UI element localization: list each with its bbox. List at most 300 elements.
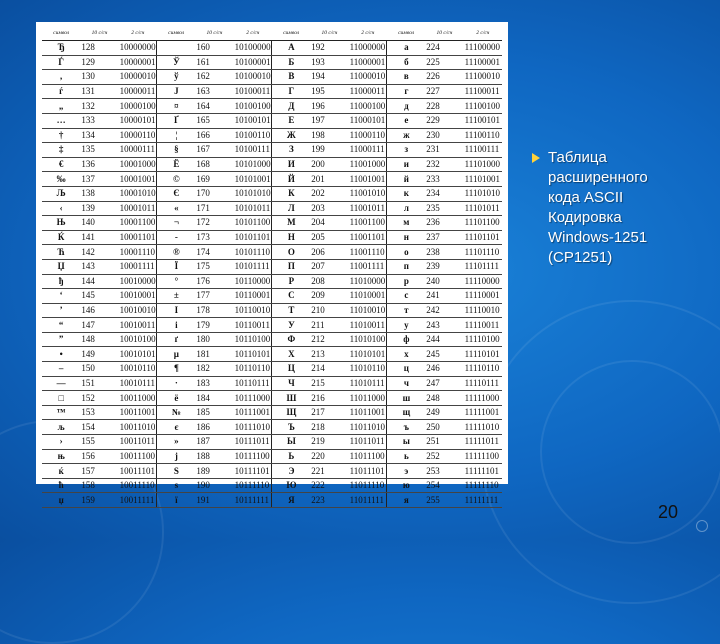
binary-cell: 10000110 [119,128,157,143]
char-cell: Ј [157,84,195,99]
binary-cell: 11001100 [349,216,387,231]
decimal-cell: 212 [310,332,348,347]
char-cell: ъ [387,420,425,435]
decimal-cell: 215 [310,376,348,391]
char-cell: - [157,230,195,245]
decimal-cell: 151 [80,376,118,391]
table-row [42,362,502,377]
binary-cell: 10101001 [234,172,272,187]
char-cell: У [272,318,310,333]
char-cell: ј [157,449,195,464]
char-cell: ¶ [157,362,195,377]
binary-cell: 10010101 [119,347,157,362]
binary-cell: 11100010 [464,70,502,85]
decimal-cell: 137 [80,172,118,187]
char-cell: Ё [157,157,195,172]
decimal-cell: 187 [195,435,233,450]
binary-cell: 11011110 [349,478,387,493]
decimal-cell: 211 [310,318,348,333]
decimal-cell: 161 [195,55,233,70]
char-cell: Ь [272,449,310,464]
decimal-cell: 226 [425,70,463,85]
binary-cell: 11100101 [464,113,502,128]
table-row [42,478,502,493]
decimal-cell: 192 [310,41,348,56]
decimal-cell: 168 [195,157,233,172]
binary-cell: 10010001 [119,289,157,304]
char-cell: д [387,99,425,114]
binary-cell: 11101111 [464,259,502,274]
column-header: символ [272,26,310,41]
column-header: символ [157,26,195,41]
char-cell: Є [157,186,195,201]
char-cell: а [387,41,425,56]
binary-cell: 11010001 [349,289,387,304]
decimal-cell: 255 [425,493,463,508]
arrow-bullet-icon [532,153,540,163]
decimal-cell: 221 [310,464,348,479]
decimal-cell: 194 [310,70,348,85]
char-cell: Х [272,347,310,362]
binary-cell: 11011111 [349,493,387,508]
binary-cell: 11011000 [349,391,387,406]
char-cell: љ [42,420,80,435]
char-cell: Ф [272,332,310,347]
char-cell: н [387,230,425,245]
decimal-cell: 135 [80,143,118,158]
binary-cell: 11001001 [349,172,387,187]
bullet-line: кода ASCII [548,189,624,206]
char-cell: Л [272,201,310,216]
table-row [42,245,502,260]
binary-cell: 11110100 [464,332,502,347]
decimal-cell: 197 [310,113,348,128]
decimal-cell: 158 [80,478,118,493]
char-cell: Ћ [42,245,80,260]
decimal-cell: 245 [425,347,463,362]
table-row [42,449,502,464]
binary-cell: 10011111 [119,493,157,508]
binary-cell: 10001100 [119,216,157,231]
char-cell: І [157,303,195,318]
decimal-cell: 247 [425,376,463,391]
char-cell: “ [42,318,80,333]
char-cell: з [387,143,425,158]
decimal-cell: 134 [80,128,118,143]
binary-cell: 11110101 [464,347,502,362]
table-row [42,55,502,70]
table-row [42,405,502,420]
decimal-cell: 203 [310,201,348,216]
ascii-table [42,26,502,508]
char-cell: № [157,405,195,420]
decimal-cell: 195 [310,84,348,99]
binary-cell: 10011100 [119,449,157,464]
decimal-cell: 241 [425,289,463,304]
char-cell: « [157,201,195,216]
char-cell: Д [272,99,310,114]
binary-cell: 11111010 [464,420,502,435]
binary-cell: 11001000 [349,157,387,172]
binary-cell: 10010011 [119,318,157,333]
decimal-cell: 146 [80,303,118,318]
binary-cell: 11000101 [349,113,387,128]
binary-cell: 10111010 [234,420,272,435]
decimal-cell: 147 [80,318,118,333]
table-row [42,201,502,216]
binary-cell: 11101011 [464,201,502,216]
char-cell: Ю [272,478,310,493]
binary-cell: 11010110 [349,362,387,377]
char-cell: ‹ [42,201,80,216]
decimal-cell: 156 [80,449,118,464]
column-header: символ [42,26,80,41]
char-cell: ш [387,391,425,406]
char-cell: ё [157,391,195,406]
decimal-cell: 132 [80,99,118,114]
table-row [42,113,502,128]
char-cell: ‰ [42,172,80,187]
char-cell: Щ [272,405,310,420]
binary-cell: 10000001 [119,55,157,70]
char-cell: µ [157,347,195,362]
decimal-cell: 170 [195,186,233,201]
binary-cell: 10110100 [234,332,272,347]
decimal-cell: 207 [310,259,348,274]
char-cell: є [157,420,195,435]
binary-cell: 11000111 [349,143,387,158]
binary-cell: 11110000 [464,274,502,289]
decimal-cell: 230 [425,128,463,143]
char-cell: й [387,172,425,187]
table-row [42,216,502,231]
decimal-cell: 188 [195,449,233,464]
decimal-cell: 178 [195,303,233,318]
binary-cell: 10100001 [234,55,272,70]
binary-cell: 10100111 [234,143,272,158]
char-cell: Ѓ [42,55,80,70]
binary-cell: 10001101 [119,230,157,245]
char-cell: К [272,186,310,201]
char-cell: р [387,274,425,289]
char-cell: Ч [272,376,310,391]
binary-cell: 10110111 [234,376,272,391]
char-cell: П [272,259,310,274]
decimal-cell: 198 [310,128,348,143]
decimal-cell: 175 [195,259,233,274]
char-cell: Э [272,464,310,479]
table-row [42,332,502,347]
binary-cell: 11101001 [464,172,502,187]
column-header: 2 с/сч [234,26,272,41]
decimal-cell: 200 [310,157,348,172]
char-cell: • [42,347,80,362]
binary-cell: 11110011 [464,318,502,333]
char-cell: © [157,172,195,187]
binary-cell: 10010000 [119,274,157,289]
decimal-cell: 141 [80,230,118,245]
binary-cell: 10000100 [119,99,157,114]
decimal-cell: 248 [425,391,463,406]
binary-cell: 11101100 [464,216,502,231]
binary-cell: 10010111 [119,376,157,391]
char-cell: ‡ [42,143,80,158]
char-cell: Ї [157,259,195,274]
decimal-cell: 190 [195,478,233,493]
decimal-cell: 185 [195,405,233,420]
decimal-cell: 129 [80,55,118,70]
decimal-cell: 196 [310,99,348,114]
decimal-cell: 199 [310,143,348,158]
char-cell: ґ [157,332,195,347]
binary-cell: 11111100 [464,449,502,464]
decimal-cell: 159 [80,493,118,508]
char-cell: у [387,318,425,333]
bullet-line: Windows-1251 [548,229,648,246]
table-row [42,464,502,479]
binary-cell: 10111011 [234,435,272,450]
table-row [42,391,502,406]
char-cell: ¦ [157,128,195,143]
decimal-cell: 145 [80,289,118,304]
char-cell: ц [387,362,425,377]
decimal-cell: 234 [425,186,463,201]
char-cell: И [272,157,310,172]
char-cell: Љ [42,186,80,201]
decimal-cell: 133 [80,113,118,128]
binary-cell: 11011010 [349,420,387,435]
decimal-cell: 163 [195,84,233,99]
char-cell: ь [387,449,425,464]
binary-cell: 10110110 [234,362,272,377]
binary-cell: 11010010 [349,303,387,318]
char-cell: б [387,55,425,70]
bullet-text [548,148,698,268]
binary-cell: 10001010 [119,186,157,201]
char-cell: ы [387,435,425,450]
char-cell: щ [387,405,425,420]
char-cell: Н [272,230,310,245]
decimal-cell: 179 [195,318,233,333]
binary-cell: 10111001 [234,405,272,420]
decimal-cell: 165 [195,113,233,128]
char-cell: О [272,245,310,260]
decimal-cell: 231 [425,143,463,158]
char-cell: ж [387,128,425,143]
char-cell: с [387,289,425,304]
binary-cell: 10110011 [234,318,272,333]
table-row [42,259,502,274]
char-cell: Е [272,113,310,128]
char-cell: § [157,143,195,158]
decimal-cell: 227 [425,84,463,99]
decimal-cell: 183 [195,376,233,391]
binary-cell: 11011011 [349,435,387,450]
binary-cell: 11010111 [349,376,387,391]
decimal-cell: 164 [195,99,233,114]
char-cell: о [387,245,425,260]
binary-cell: 10110010 [234,303,272,318]
decimal-cell: 240 [425,274,463,289]
column-header: 2 с/сч [349,26,387,41]
binary-cell: 10011101 [119,464,157,479]
char-cell: ¤ [157,99,195,114]
decimal-cell: 243 [425,318,463,333]
char-cell: Т [272,303,310,318]
char-cell: € [42,157,80,172]
char-cell: Ж [272,128,310,143]
binary-cell: 11010101 [349,347,387,362]
decimal-cell: 180 [195,332,233,347]
binary-cell: 11010011 [349,318,387,333]
char-cell: ± [157,289,195,304]
binary-cell: 11100000 [464,41,502,56]
char-cell: … [42,113,80,128]
char-cell: Ы [272,435,310,450]
decimal-cell: 136 [80,157,118,172]
binary-cell: 10100101 [234,113,272,128]
decimal-cell: 201 [310,172,348,187]
decimal-cell: 210 [310,303,348,318]
binary-cell: 10110101 [234,347,272,362]
binary-cell: 11111001 [464,405,502,420]
table-header-row [42,26,502,41]
char-cell: ° [157,274,195,289]
decimal-cell: 239 [425,259,463,274]
char-cell: † [42,128,80,143]
char-cell: т [387,303,425,318]
table-row [42,172,502,187]
decimal-cell: 213 [310,347,348,362]
binary-cell: 11001010 [349,186,387,201]
decimal-cell: 189 [195,464,233,479]
column-header: 10 с/сч [80,26,118,41]
binary-cell: 10010100 [119,332,157,347]
decimal-cell: 166 [195,128,233,143]
binary-cell: 11000110 [349,128,387,143]
char-cell: „ [42,99,80,114]
decimal-cell: 242 [425,303,463,318]
table-row [42,128,502,143]
binary-cell: 10010110 [119,362,157,377]
decimal-cell: 184 [195,391,233,406]
decimal-cell: 171 [195,201,233,216]
binary-cell: 11100111 [464,143,502,158]
char-cell: В [272,70,310,85]
char-cell: я [387,493,425,508]
char-cell: Б [272,55,310,70]
table-row [42,303,502,318]
table-row [42,186,502,201]
char-cell: Ѕ [157,464,195,479]
table-row [42,143,502,158]
decimal-cell: 144 [80,274,118,289]
binary-cell: 11000000 [349,41,387,56]
binary-cell: 11100100 [464,99,502,114]
binary-cell: 11100011 [464,84,502,99]
decimal-cell: 206 [310,245,348,260]
decimal-cell: 152 [80,391,118,406]
background-ripple [540,360,720,544]
char-cell: · [157,376,195,391]
decimal-cell: 167 [195,143,233,158]
binary-cell: 11011100 [349,449,387,464]
binary-cell: 11101010 [464,186,502,201]
char-cell: џ [42,493,80,508]
binary-cell: 10100000 [234,41,272,56]
decimal-cell: 251 [425,435,463,450]
char-cell: ћ [42,478,80,493]
char-cell: њ [42,449,80,464]
decimal-cell: 173 [195,230,233,245]
char-cell: Я [272,493,310,508]
char-cell: Ґ [157,113,195,128]
char-cell: – [42,362,80,377]
decimal-cell: 140 [80,216,118,231]
char-cell: п [387,259,425,274]
decimal-cell: 182 [195,362,233,377]
binary-cell: 11101101 [464,230,502,245]
binary-cell: 10001001 [119,172,157,187]
bullet-line: (CP1251) [548,249,613,266]
char-cell: ¬ [157,216,195,231]
table-row [42,84,502,99]
decimal-cell: 142 [80,245,118,260]
binary-cell: 11000010 [349,70,387,85]
decimal-cell: 153 [80,405,118,420]
char-cell: › [42,435,80,450]
decimal-cell: 131 [80,84,118,99]
decimal-cell: 228 [425,99,463,114]
column-header: 10 с/сч [195,26,233,41]
binary-cell: 10011110 [119,478,157,493]
char-cell: ’ [42,303,80,318]
corner-decoration [696,520,708,532]
char-cell: Њ [42,216,80,231]
table-row [42,70,502,85]
char-cell: Ў [157,55,195,70]
decimal-cell: 229 [425,113,463,128]
binary-cell: 11000011 [349,84,387,99]
char-cell: Ќ [42,230,80,245]
binary-cell: 10100011 [234,84,272,99]
table-row [42,99,502,114]
binary-cell: 10100100 [234,99,272,114]
binary-cell: 10000000 [119,41,157,56]
binary-cell: 11001011 [349,201,387,216]
char-cell: к [387,186,425,201]
decimal-cell: 181 [195,347,233,362]
binary-cell: 11110111 [464,376,502,391]
char-cell: г [387,84,425,99]
binary-cell: 10110000 [234,274,272,289]
bullet-line: Таблица [548,149,607,166]
decimal-cell: 253 [425,464,463,479]
binary-cell: 10000011 [119,84,157,99]
table-row [42,435,502,450]
char-cell: ќ [42,464,80,479]
table-row [42,420,502,435]
binary-cell: 10011001 [119,405,157,420]
binary-cell: 10000111 [119,143,157,158]
decimal-cell: 209 [310,289,348,304]
binary-cell: 10010010 [119,303,157,318]
char-cell: З [272,143,310,158]
char-cell: Ђ [42,41,80,56]
char-cell [157,41,195,56]
binary-cell: 10011011 [119,435,157,450]
char-cell: і [157,318,195,333]
